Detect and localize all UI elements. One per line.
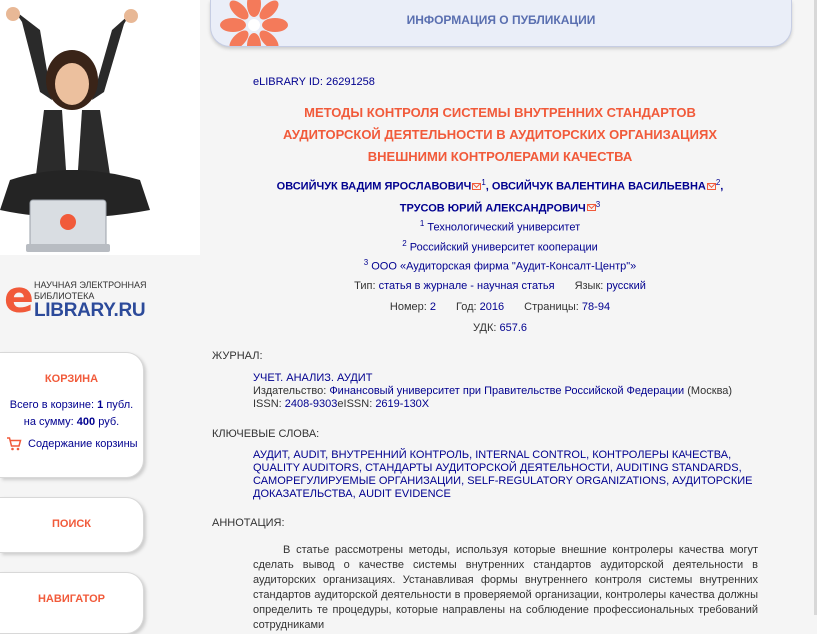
keywords-section-label: КЛЮЧЕВЫЕ СЛОВА: (212, 428, 320, 440)
cart-count-label: Всего в корзине: (9, 399, 98, 411)
author-affil-num: 2 (715, 178, 721, 187)
eissn-value: 2619-130X (375, 398, 430, 410)
cart-summary (0, 397, 143, 431)
elibrary-id (253, 76, 375, 88)
meta-type-lang (240, 280, 760, 292)
journal-name-link[interactable]: УЧЕТ. АНАЛИЗ. АУДИТ (253, 372, 373, 384)
shopping-cart-icon (6, 437, 22, 451)
keyword-link[interactable]: АУДИТОРСКИЕ ДОКАЗАТЕЛЬСТВА (253, 475, 753, 500)
keyword-link[interactable]: САМОРЕГУЛИРУЕМЫЕ ОРГАНИЗАЦИИ (253, 475, 462, 487)
keyword-link[interactable]: AUDITING STANDARDS (615, 462, 739, 474)
title-line: ВНЕШНИМИ КОНТРОЛЕРАМИ КАЧЕСТВА (367, 149, 633, 164)
author-affil-num: 3 (595, 199, 601, 209)
author-link[interactable]: ТРУСОВ ЮРИЙ АЛЕКСАНДРОВИЧ (399, 202, 586, 215)
logo-e-glyph: e (4, 272, 34, 323)
page-title: ИНФОРМАЦИЯ О ПУБЛИКАЦИИ (406, 13, 596, 27)
journal-section-label: ЖУРНАЛ: (212, 350, 263, 362)
meta-udc (240, 322, 760, 334)
keyword-link[interactable]: AUDIT (293, 449, 326, 461)
lang-label: Язык: (574, 280, 607, 292)
abstract-text: В статье рассмотрены методы, используя которые внешние контролеры качества могут сделать вывод о качестве системы внутренних стандартов аудиторской деятельности в аудиторских организациях. Устанавливая формы внутреннего контроля системы внутренних стандартов аудиторской деятельности в проверяемой организации, контролеры качества должны определить те процедуры, которые направлены на соблюдение профессиональных требований сотрудниками (253, 544, 758, 631)
search-title: ПОИСК (51, 518, 92, 530)
pages-value: 78-94 (581, 301, 611, 313)
keyword-link[interactable]: СТАНДАРТЫ АУДИТОРСКОЙ ДЕЯТЕЛЬНОСТИ (365, 462, 610, 474)
navigator-panel[interactable] (0, 572, 144, 634)
sidebar (0, 0, 200, 615)
cart-contents-label: Содержание корзины (28, 438, 138, 450)
publisher-city: (Москва) (684, 385, 733, 397)
author-link[interactable]: ОВСИЙЧУК ВАДИМ ЯРОСЛАВОВИЧ (276, 180, 472, 193)
meta-issue (240, 301, 760, 313)
type-value: статья в журнале - научная статья (378, 280, 555, 292)
affiliations (240, 216, 760, 275)
issn-label: ISSN: (253, 398, 285, 410)
logo-tagline: НАУЧНАЯ ЭЛЕКТРОННАЯ БИБЛИОТЕКА (34, 280, 147, 301)
affil-num: 3 (363, 258, 369, 268)
header-bar (210, 0, 792, 47)
cart-sum: 400 (76, 416, 96, 428)
journal-info (253, 372, 773, 411)
keyword-link[interactable]: ВНУТРЕННИЙ КОНТРОЛЬ (331, 449, 470, 461)
publisher-label: Издательство: (253, 385, 330, 397)
cart-sum-label: на сумму: (23, 416, 77, 428)
udc-label: УДК: (473, 322, 500, 334)
publisher-link[interactable]: Финансовый университет при Правительстве Российской Федерации (329, 385, 685, 397)
elibrary-id-value: 26291258 (325, 76, 375, 88)
annotation-section-label: АННОТАЦИЯ: (212, 517, 285, 529)
logo-wordmark: LIBRARY.RU (34, 300, 146, 321)
issn-value: 2408-9303 (284, 398, 338, 410)
navigator-title: НАВИГАТОР (37, 593, 105, 605)
publication-title (240, 102, 760, 168)
pages-label: Страницы: (524, 301, 582, 313)
affiliation-link[interactable]: Технологический университет (427, 221, 581, 234)
cart-title: КОРЗИНА (44, 373, 99, 385)
affil-num: 2 (402, 238, 407, 248)
cart-sum-unit: руб. (95, 416, 120, 428)
email-icon[interactable] (472, 183, 481, 190)
udc-value: 657.6 (499, 322, 527, 334)
elibrary-id-label: eLIBRARY ID: (253, 76, 326, 88)
affiliation-link[interactable]: Российский университет кооперации (409, 241, 598, 254)
eissn-label: eISSN: (337, 398, 376, 410)
affil-num: 1 (419, 219, 425, 228)
keyword-link[interactable]: SELF-REGULATORY ORGANIZATIONS (467, 475, 667, 487)
hero-image (0, 0, 200, 255)
author-link[interactable]: ОВСИЙЧУК ВАЛЕНТИНА ВАСИЛЬЕВНА (491, 180, 706, 193)
email-icon[interactable] (707, 183, 716, 190)
year-value: 2016 (479, 301, 505, 313)
number-label: Номер: (389, 301, 430, 313)
keywords-list: АУДИТ, AUDIT, ВНУТРЕННИЙ КОНТРОЛЬ, INTERNAL CONTROL, КОНТРОЛЕРЫ КАЧЕСТВА, QUALITY AUDITORS, СТАНДАРТЫ АУДИТОРСКОЙ ДЕЯТЕЛЬНОСТИ, AUDITING STANDARDS, САМОРЕГУЛИРУЕМЫЕ ОРГАНИЗАЦИИ, SELF-REGULATORY ORGANIZATIONS, АУДИТОРСКИЕ ДОКАЗАТЕЛЬСТВА, AUDIT EVIDENCE (253, 449, 753, 500)
title-line: АУДИТОРСКОЙ ДЕЯТЕЛЬНОСТИ В АУДИТОРСКИХ ОРГАНИЗАЦИЯХ (283, 127, 717, 142)
type-label: Тип: (354, 280, 379, 292)
keyword-link[interactable]: AUDIT EVIDENCE (358, 488, 451, 500)
affiliation-link[interactable]: ООО «Аудиторская фирма "Аудит-Консалт-Центр"» (371, 260, 637, 273)
cart-panel (0, 352, 144, 478)
keyword-link[interactable]: QUALITY AUDITORS (253, 462, 359, 474)
main-content (210, 0, 817, 631)
year-label: Год: (456, 301, 480, 313)
email-icon[interactable] (587, 204, 596, 211)
lang-value: русский (606, 280, 646, 292)
author-affil-num: 1 (481, 178, 486, 187)
cart-count: 1 (97, 399, 104, 411)
search-panel[interactable] (0, 497, 144, 553)
keyword-link[interactable]: АУДИТ (253, 449, 288, 461)
cart-contents-link[interactable] (6, 437, 143, 451)
elibrary-logo[interactable] (4, 272, 199, 323)
keyword-link[interactable]: КОНТРОЛЕРЫ КАЧЕСТВА (592, 449, 729, 461)
title-line: МЕТОДЫ КОНТРОЛЯ СИСТЕМЫ ВНУТРЕННИХ СТАНДАРТОВ (304, 105, 696, 120)
authors-list: ОВСИЙЧУК ВАДИМ ЯРОСЛАВОВИЧ $^1$, ОВСИЙЧУК ВАЛЕНТИНА ВАСИЛЬЕВНА $^2$, ТРУСОВ ЮРИЙ АЛЕКСАНДРОВИЧ $^3$ (276, 178, 724, 215)
cart-count-unit: публ. (103, 399, 134, 411)
keyword-link[interactable]: INTERNAL CONTROL (475, 449, 587, 461)
number-value[interactable]: 2 (429, 301, 437, 313)
